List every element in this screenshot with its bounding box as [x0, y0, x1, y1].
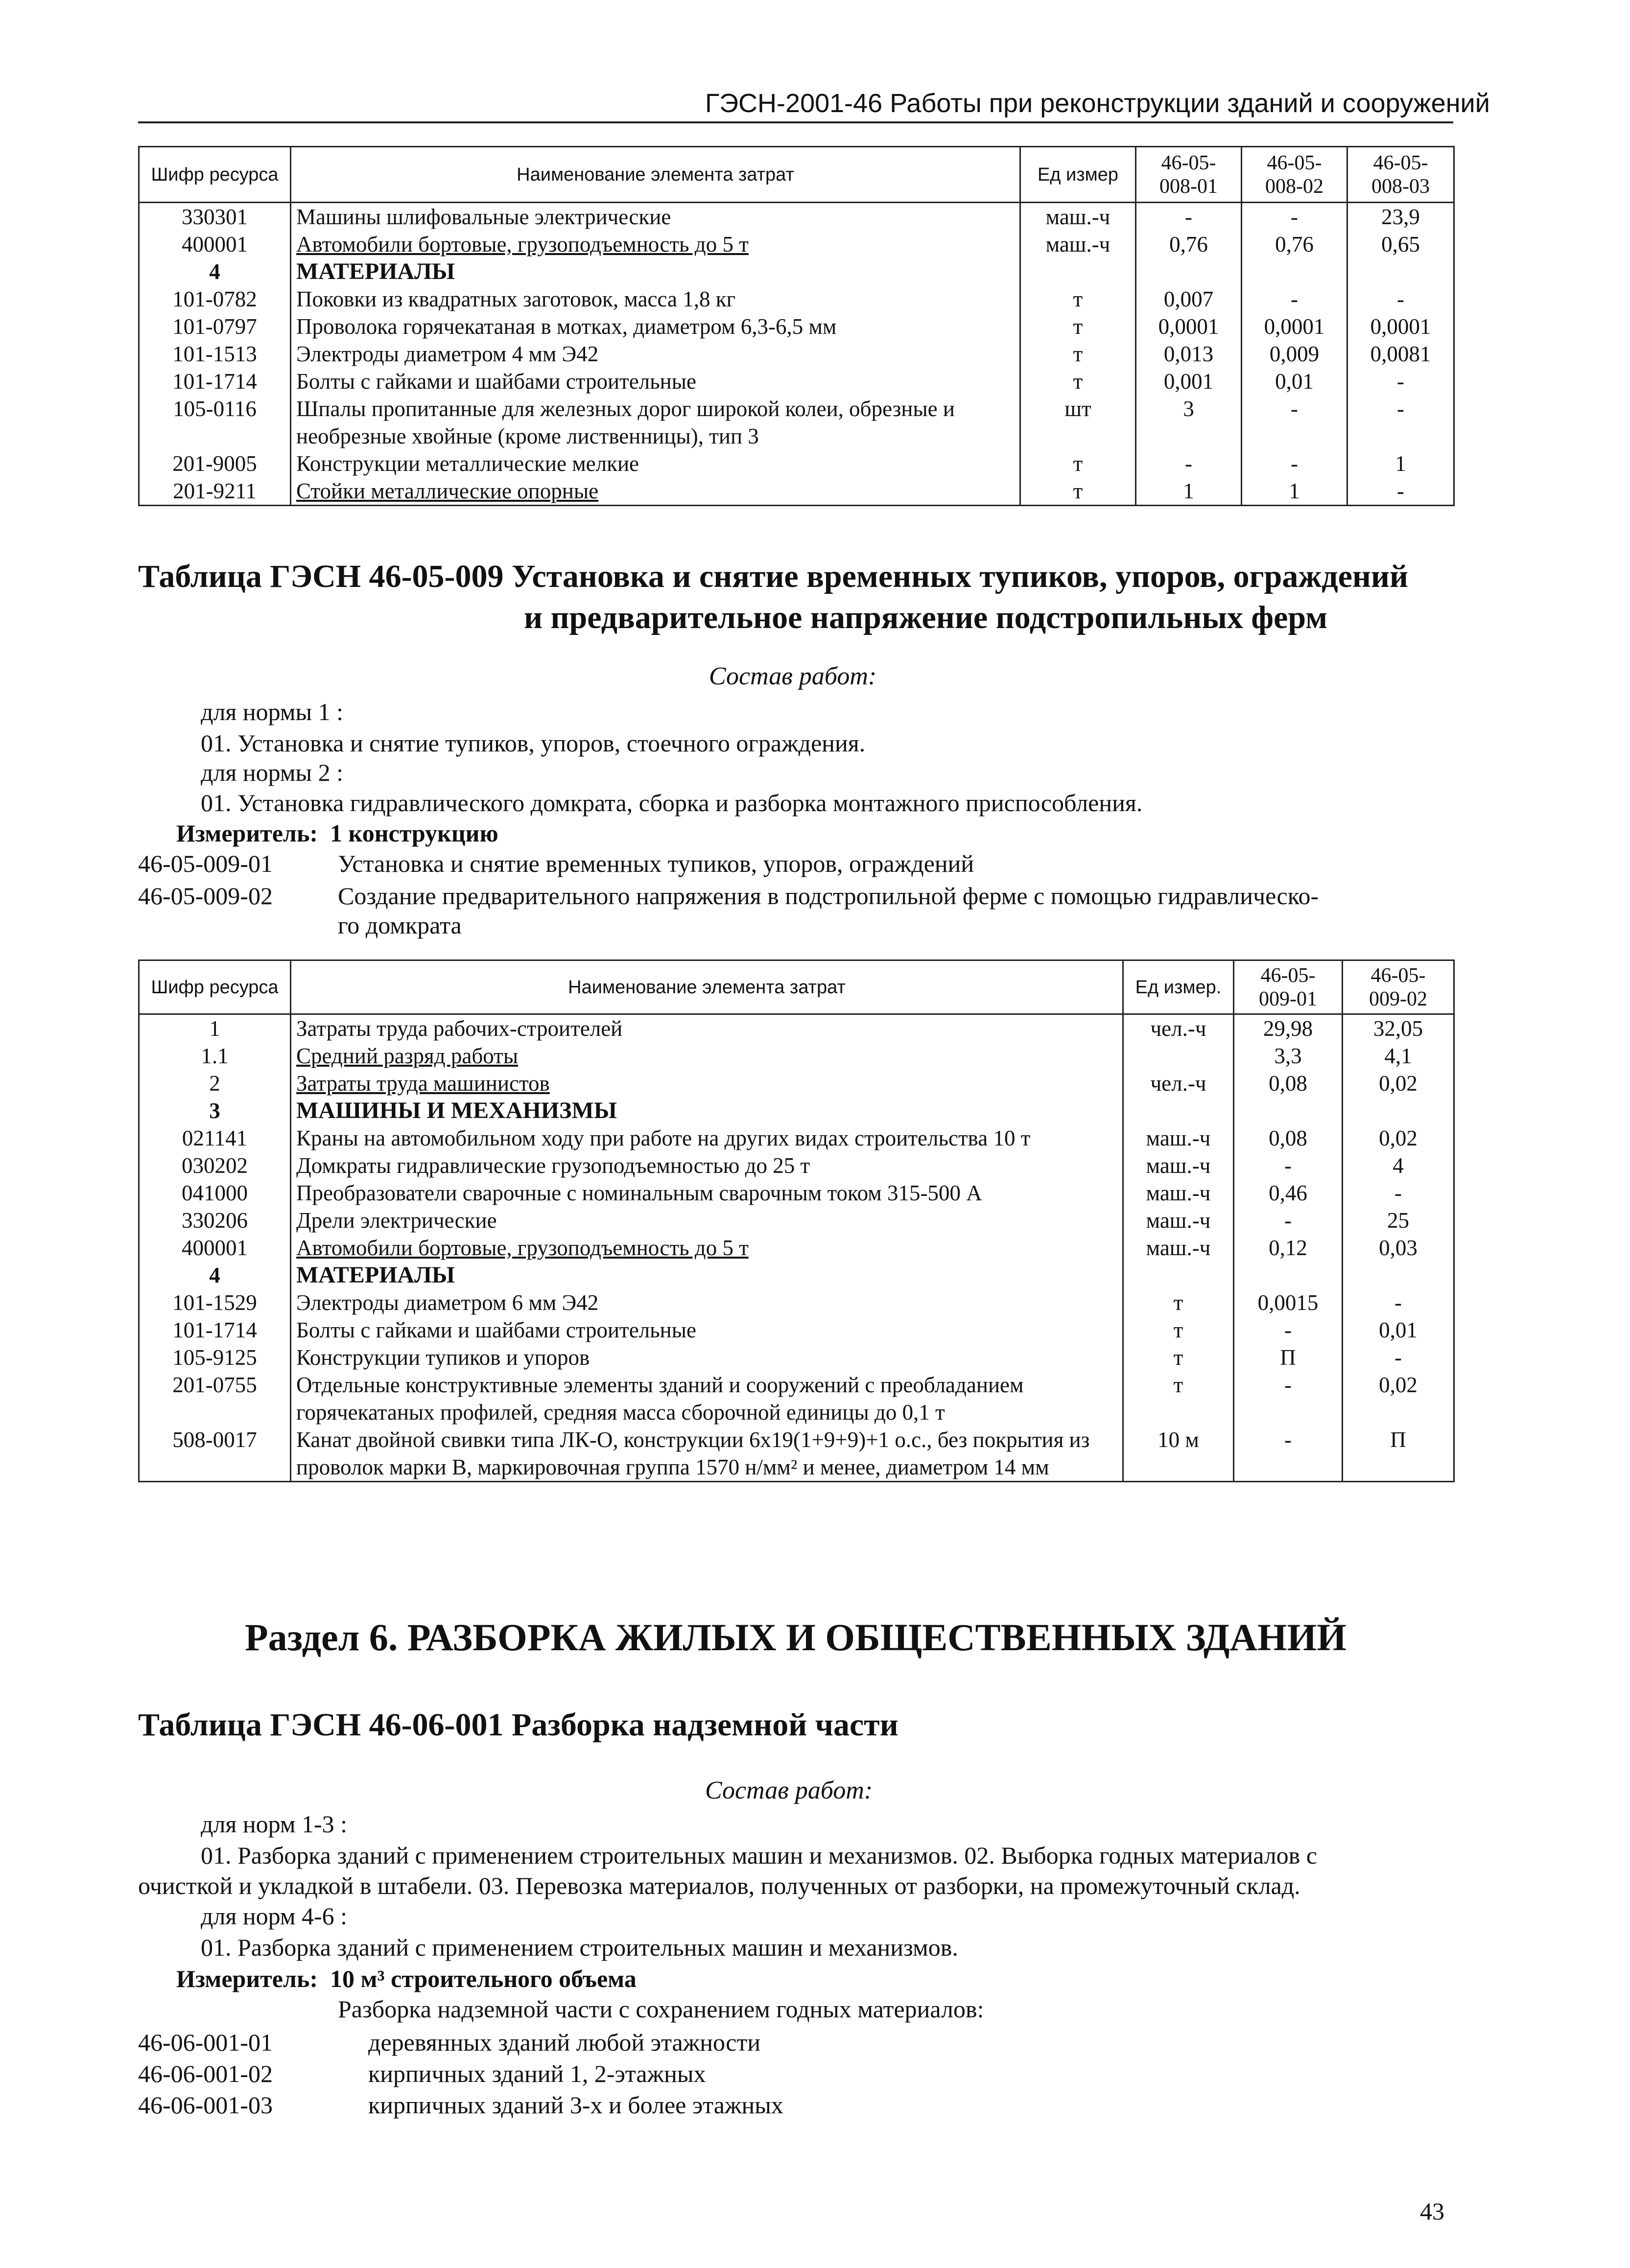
unit: 10 м [1123, 1426, 1234, 1482]
resource-name: Краны на автомобильном ходу при работе на других видах строительства 10 т [291, 1124, 1123, 1152]
table-row [139, 1316, 1454, 1344]
norm-value: - [1343, 1289, 1454, 1316]
resource-code: 101-1714 [139, 368, 291, 395]
norm-value: 0,0001 [1136, 313, 1242, 340]
unit: т [1020, 313, 1136, 340]
unit: маш.-ч [1123, 1124, 1234, 1152]
norm-value: 0,02 [1343, 1070, 1454, 1097]
resource-code: 105-9125 [139, 1344, 291, 1371]
resource-code: 508-0017 [139, 1426, 291, 1482]
norm-value: 4,1 [1343, 1042, 1454, 1070]
resource-code: 021141 [139, 1124, 291, 1152]
resource-code: 201-0755 [139, 1371, 291, 1426]
norm-value: 25 [1343, 1207, 1454, 1234]
unit: т [1020, 477, 1136, 506]
resource-name: Болты с гайками и шайбами строительные [291, 1316, 1123, 1344]
resource-name: Средний разряд работы [291, 1042, 1123, 1070]
norm-value: - [1234, 1152, 1343, 1179]
norm-value: П [1234, 1344, 1343, 1371]
running-header: ГЭСН-2001-46 Работы при реконструкции зданий и сооружений [705, 89, 1490, 118]
resource-name: Домкраты гидравлические грузоподъемностью до 25 т [291, 1152, 1123, 1179]
norm-value: 0,01 [1242, 368, 1347, 395]
resource-name: Машины шлифовальные электрические [291, 203, 1020, 231]
norm-value: 0,02 [1343, 1124, 1454, 1152]
unit [1123, 1042, 1234, 1070]
table-row [139, 231, 1454, 258]
unit [1020, 258, 1136, 285]
norm-value: - [1136, 450, 1242, 477]
resource-name: Конструкции металлические мелкие [291, 450, 1020, 477]
page-number: 43 [1420, 2198, 1444, 2225]
unit: чел.-ч [1123, 1014, 1234, 1043]
norm-value: 0,65 [1347, 231, 1454, 258]
norm-value: - [1242, 395, 1347, 450]
resource-code: 201-9005 [139, 450, 291, 477]
meter-line [176, 1964, 637, 1993]
meter-value: 10 м³ строительного объема [330, 1965, 637, 1992]
table-row [139, 1179, 1454, 1207]
resource-code: 4 [139, 258, 291, 285]
unit: т [1020, 340, 1136, 368]
resource-name: Поковки из квадратных заготовок, масса 1,8 кг [291, 285, 1020, 313]
unit: маш.-ч [1123, 1207, 1234, 1234]
resource-name: МАТЕРИАЛЫ [291, 1262, 1123, 1289]
table-row [139, 1042, 1454, 1070]
norm-code: 46-06-001-03 [138, 2091, 273, 2119]
table-row [139, 285, 1454, 313]
norm-value: 3 [1136, 395, 1242, 450]
resource-name: Электроды диаметром 4 мм Э42 [291, 340, 1020, 368]
table-row [139, 477, 1454, 506]
unit: чел.-ч [1123, 1070, 1234, 1097]
norm-value: 3,3 [1234, 1042, 1343, 1070]
norm-value: 0,76 [1242, 231, 1347, 258]
table-title-46-06-001: Таблица ГЭСН 46-06-001 Разборка надземной части [138, 1707, 898, 1743]
unit: маш.-ч [1123, 1179, 1234, 1207]
resource-code: 330206 [139, 1207, 291, 1234]
table-row [139, 450, 1454, 477]
unit: шт [1020, 395, 1136, 450]
norm2-label: для нормы 2 : [201, 759, 344, 786]
norm-code: 46-05-009-02 [138, 882, 273, 910]
table-row [139, 1262, 1454, 1289]
header-rule [138, 121, 1453, 123]
unit: т [1020, 368, 1136, 395]
column-header: 46-05- 009-01 [1234, 960, 1343, 1014]
resource-code: 030202 [139, 1152, 291, 1179]
norm-value: 0,007 [1136, 285, 1242, 313]
norm-value: - [1234, 1207, 1343, 1234]
table-row [139, 1152, 1454, 1179]
section-title: Раздел 6. РАЗБОРКА ЖИЛЫХ И ОБЩЕСТВЕННЫХ ЗДАНИЙ [245, 1616, 1347, 1659]
resource-name: МАТЕРИАЛЫ [291, 258, 1020, 285]
unit [1123, 1097, 1234, 1124]
unit: т [1123, 1316, 1234, 1344]
norm-group-intro: Разборка надземной части с сохранением годных материалов: [338, 1995, 984, 2023]
norm-code: 46-06-001-01 [138, 2029, 273, 2056]
column-header: Шифр ресурса [139, 960, 291, 1014]
table-row [139, 395, 1454, 450]
norm-code: 46-05-009-01 [138, 850, 273, 877]
resource-code: 1 [139, 1014, 291, 1043]
norm-value: 1 [1347, 450, 1454, 477]
norm1-text: 01. Установка и снятие тупиков, упоров, стоечного ограждения. [201, 729, 866, 757]
norm-value: - [1234, 1426, 1343, 1482]
table-row [139, 1426, 1454, 1482]
meter-line [176, 818, 498, 848]
resource-table-46-05-009 [138, 959, 1455, 1482]
norm-value: - [1343, 1179, 1454, 1207]
table-row [139, 1344, 1454, 1371]
resource-name: Отдельные конструктивные элементы зданий и сооружений с преобладанием горячекатаных профилей, средняя масса сборочной единицы до 0,1 т [291, 1371, 1123, 1426]
meter-label: Измеритель: [176, 819, 318, 847]
unit: т [1020, 285, 1136, 313]
norm-value: 1 [1242, 477, 1347, 506]
column-header: Наименование элемента затрат [291, 147, 1020, 203]
work-composition-heading: Состав работ: [709, 662, 877, 690]
norm-description: Установка и снятие временных тупиков, упоров, ограждений [338, 850, 974, 877]
norm2-text: 01. Разборка зданий с применением строительных машин и механизмов. [201, 1934, 958, 1961]
unit: маш.-ч [1020, 203, 1136, 231]
norm-value [1347, 258, 1454, 285]
table-header-row [139, 960, 1454, 1014]
norm-value: - [1343, 1344, 1454, 1371]
unit: маш.-ч [1123, 1234, 1234, 1262]
column-header: 46-05- 008-02 [1242, 147, 1347, 203]
norm-value: 0,0001 [1347, 313, 1454, 340]
norm-value: - [1242, 285, 1347, 313]
norm-value [1234, 1262, 1343, 1289]
norm2-text: 01. Установка гидравлического домкрата, сборка и разборка монтажного приспособления. [201, 789, 1143, 817]
unit: т [1123, 1371, 1234, 1426]
norm-description: деревянных зданий любой этажности [368, 2029, 761, 2056]
norm1-label: для нормы 1 : [201, 698, 344, 725]
resource-code: 400001 [139, 1234, 291, 1262]
table-row [139, 258, 1454, 285]
norm-description: кирпичных зданий 1, 2-этажных [368, 2060, 706, 2087]
norm-value: 0,0081 [1347, 340, 1454, 368]
resource-name: Болты с гайками и шайбами строительные [291, 368, 1020, 395]
norm-value [1234, 1097, 1343, 1124]
norm-value: - [1242, 203, 1347, 231]
unit: т [1123, 1289, 1234, 1316]
table-row [139, 340, 1454, 368]
resource-name: Электроды диаметром 6 мм Э42 [291, 1289, 1123, 1316]
column-header: Ед измер. [1123, 960, 1234, 1014]
resource-code: 4 [139, 1262, 291, 1289]
norm-value: - [1347, 285, 1454, 313]
norm-value: 0,08 [1234, 1124, 1343, 1152]
resource-name: Затраты труда машинистов [291, 1070, 1123, 1097]
resource-code: 3 [139, 1097, 291, 1124]
norm-value [1242, 258, 1347, 285]
norm-value: 0,009 [1242, 340, 1347, 368]
norm-value: 23,9 [1347, 203, 1454, 231]
norm-value [1343, 1097, 1454, 1124]
work-composition-heading: Состав работ: [705, 1777, 873, 1804]
norm-value: 0,08 [1234, 1070, 1343, 1097]
norm-value: - [1234, 1316, 1343, 1344]
norm-value: - [1347, 395, 1454, 450]
norm-value: 0,12 [1234, 1234, 1343, 1262]
norm-value: П [1343, 1426, 1454, 1482]
table-row [139, 368, 1454, 395]
unit: маш.-ч [1020, 231, 1136, 258]
resource-code: 201-9211 [139, 477, 291, 506]
norm-value: 0,01 [1343, 1316, 1454, 1344]
norm-value: 0,0001 [1242, 313, 1347, 340]
unit [1123, 1262, 1234, 1289]
resource-name: Шпалы пропитанные для железных дорог широкой колеи, обрезные и необрезные хвойные (кроме лиственницы), тип 3 [291, 395, 1020, 450]
norm-value: - [1347, 477, 1454, 506]
resource-name: МАШИНЫ И МЕХАНИЗМЫ [291, 1097, 1123, 1124]
norm-code: 46-06-001-02 [138, 2060, 273, 2087]
resource-code: 101-0797 [139, 313, 291, 340]
table-header-row [139, 147, 1454, 203]
norm2-label: для норм 4-6 : [201, 1902, 348, 1930]
resource-code: 101-1513 [139, 340, 291, 368]
norm-value: - [1242, 450, 1347, 477]
norm-value: - [1234, 1371, 1343, 1426]
table-row [139, 1124, 1454, 1152]
table-row [139, 1207, 1454, 1234]
column-header: Шифр ресурса [139, 147, 291, 203]
norm-value: - [1136, 203, 1242, 231]
resource-code: 1.1 [139, 1042, 291, 1070]
resource-name: Дрели электрические [291, 1207, 1123, 1234]
resource-name: Канат двойной свивки типа ЛК-О, конструкции 6х19(1+9+9)+1 о.с., без покрытия из проволок марки В, маркировочная группа 1570 н/мм² и менее, диаметром 14 мм [291, 1426, 1123, 1482]
unit: маш.-ч [1123, 1152, 1234, 1179]
column-header: Наименование элемента затрат [291, 960, 1123, 1014]
column-header: 46-05- 008-03 [1347, 147, 1454, 203]
norm1-text-line1: 01. Разборка зданий с применением строительных машин и механизмов. 02. Выборка годных материалов с [201, 1842, 1317, 1869]
norm-value: 0,02 [1343, 1371, 1454, 1426]
resource-code: 400001 [139, 231, 291, 258]
norm-value: 0,46 [1234, 1179, 1343, 1207]
table-title-46-05-009-line1: Таблица ГЭСН 46-05-009 Установка и снятие временных тупиков, упоров, ограждений [138, 559, 1408, 594]
norm-value: 0,0015 [1234, 1289, 1343, 1316]
norm-description-cont: го домкрата [338, 912, 462, 939]
resource-name: Автомобили бортовые, грузоподъемность до 5 т [291, 1234, 1123, 1262]
table-title-46-05-009-line2: и предварительное напряжение подстропильных ферм [524, 600, 1328, 635]
norm-value: 1 [1136, 477, 1242, 506]
norm-value [1136, 258, 1242, 285]
norm-value: 0,001 [1136, 368, 1242, 395]
norm-description: кирпичных зданий 3-х и более этажных [368, 2091, 783, 2119]
meter-label: Измеритель: [176, 1965, 318, 1992]
unit: т [1123, 1344, 1234, 1371]
resource-name: Автомобили бортовые, грузоподъемность до 5 т [291, 231, 1020, 258]
resource-code: 2 [139, 1070, 291, 1097]
unit: т [1020, 450, 1136, 477]
table-row [139, 1234, 1454, 1262]
resource-code: 101-1529 [139, 1289, 291, 1316]
norm1-label: для норм 1-3 : [201, 1810, 348, 1838]
resource-code: 105-0116 [139, 395, 291, 450]
table-row [139, 1014, 1454, 1043]
resource-name: Затраты труда рабочих-строителей [291, 1014, 1123, 1043]
table-row [139, 1097, 1454, 1124]
resource-name: Стойки металлические опорные [291, 477, 1020, 506]
table-row [139, 1289, 1454, 1316]
norm-value: 0,03 [1343, 1234, 1454, 1262]
norm1-text-line2: очисткой и укладкой в штабели. 03. Перевозка материалов, полученных от разборки, на промежуточный склад. [138, 1872, 1300, 1899]
column-header: 46-05- 009-02 [1343, 960, 1454, 1014]
norm-value: - [1347, 368, 1454, 395]
resource-code: 330301 [139, 203, 291, 231]
norm-description: Создание предварительного напряжения в подстропильной ферме с помощью гидравлическо- [338, 882, 1319, 910]
column-header: 46-05- 008-01 [1136, 147, 1242, 203]
table-row [139, 203, 1454, 231]
resource-code: 041000 [139, 1179, 291, 1207]
table-row [139, 313, 1454, 340]
norm-value: 0,76 [1136, 231, 1242, 258]
meter-value: 1 конструкцию [330, 819, 498, 847]
resource-name: Проволока горячекатаная в мотках, диаметром 6,3-6,5 мм [291, 313, 1020, 340]
norm-value: 0,013 [1136, 340, 1242, 368]
resource-name: Конструкции тупиков и упоров [291, 1344, 1123, 1371]
table-row [139, 1070, 1454, 1097]
resource-code: 101-0782 [139, 285, 291, 313]
resource-table-46-05-008 [138, 146, 1455, 506]
norm-value [1343, 1262, 1454, 1289]
resource-code: 101-1714 [139, 1316, 291, 1344]
column-header: Ед измер [1020, 147, 1136, 203]
resource-name: Преобразователи сварочные с номинальным сварочным током 315-500 А [291, 1179, 1123, 1207]
norm-value: 32,05 [1343, 1014, 1454, 1043]
norm-value: 4 [1343, 1152, 1454, 1179]
table-row [139, 1371, 1454, 1426]
norm-value: 29,98 [1234, 1014, 1343, 1043]
